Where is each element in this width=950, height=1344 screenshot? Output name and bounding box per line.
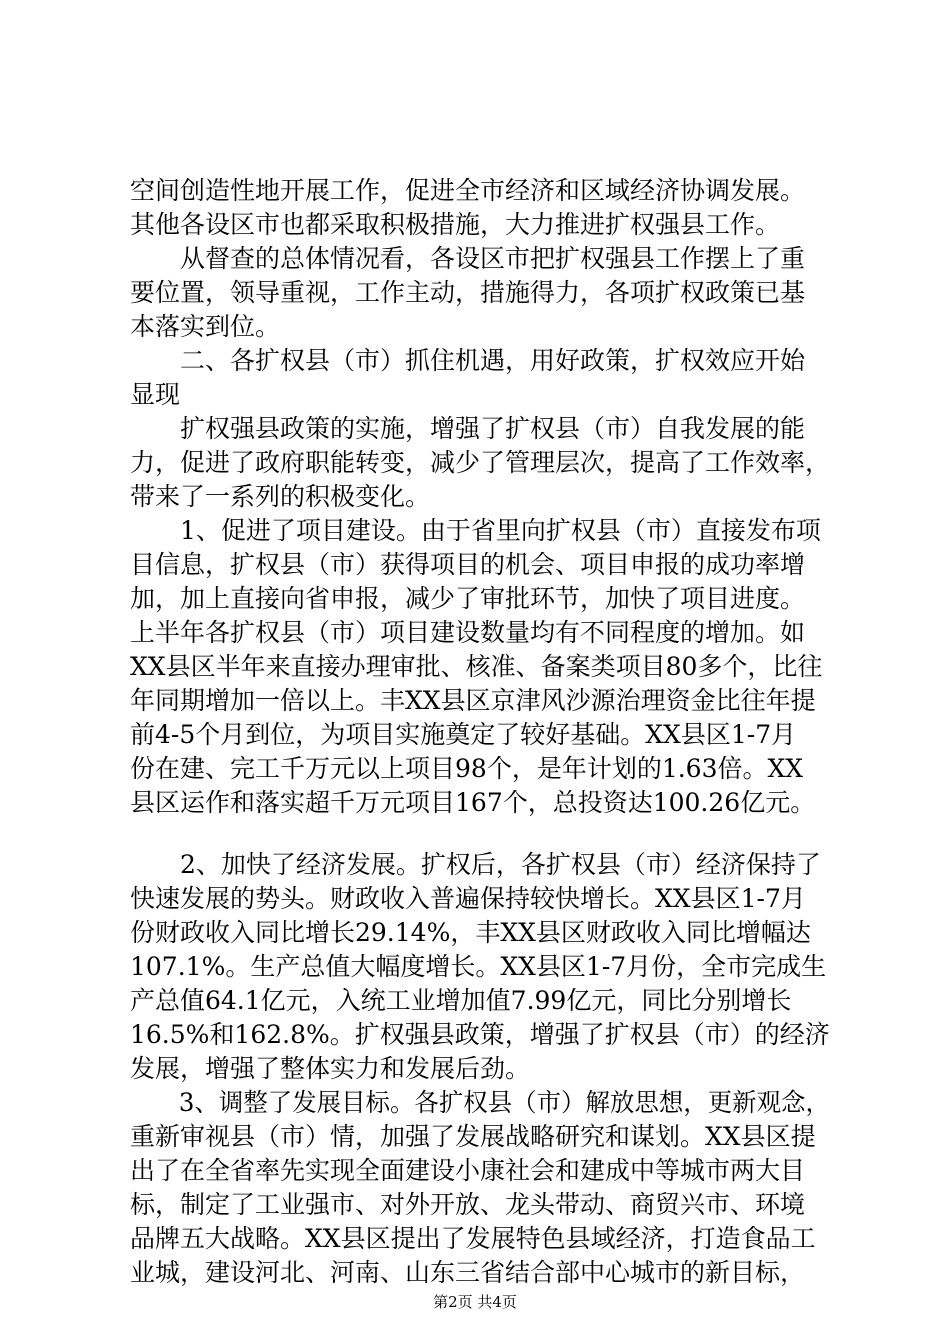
text-line: 目信息，扩权县（市）获得项目的机会、项目申报的成功率增 — [130, 550, 806, 579]
text-line: 1、促进了项目建设。由于省里向扩权县（市）直接发布项 — [130, 516, 821, 545]
section-heading-line: 二、各扩权县（市）抓住机遇，用好政策，扩权效应开始 — [130, 346, 806, 375]
text-line: 2、加快了经济发展。扩权后，各扩权县（市）经济保持了 — [130, 850, 821, 879]
text-line: 本落实到位。 — [130, 312, 281, 341]
text-line: 产总值64.1亿元，入统工业增加值7.99亿元，同比分别增长 — [130, 986, 792, 1015]
text-line: 重新审视县（市）情，加强了发展战略研究和谋划。XX县区提 — [130, 1122, 816, 1151]
text-line: 要位置，领导重视，工作主动，措施得力，各项扩权政策已基 — [130, 278, 806, 307]
section-heading-line: 显现 — [130, 380, 181, 409]
text-line: 其他各设区市也都采取积极措施，大力推进扩权强县工作。 — [130, 210, 781, 239]
text-line: 16.5%和162.8%。扩权强县政策，增强了扩权县（市）的经济 — [130, 1020, 830, 1049]
text-line: 快速发展的势头。财政收入普遍保持较快增长。XX县区1-7月 — [130, 884, 806, 913]
text-line: 107.1%。生产总值大幅度增长。XX县区1-7月份，全市完成生 — [130, 952, 827, 981]
text-line: XX县区半年来直接办理审批、核准、备案类项目80多个，比往 — [130, 652, 823, 681]
text-line: 从督查的总体情况看，各设区市把扩权强县工作摆上了重 — [130, 244, 806, 273]
text-line: 扩权强县政策的实施，增强了扩权县（市）自我发展的能 — [130, 414, 806, 443]
text-line: 加，加上直接向省申报，减少了审批环节，加快了项目进度。 — [130, 584, 806, 613]
text-line: 年同期增加一倍以上。丰XX县区京津风沙源治理资金比往年提 — [130, 686, 816, 715]
page-number-footer: 第2页 共4页 — [433, 1293, 517, 1311]
text-line: 出了在全省率先实现全面建设小康社会和建成中等城市两大目 — [130, 1156, 806, 1185]
text-line: 县区运作和落实超千万元项目167个，总投资达100.26亿元。 — [130, 788, 816, 817]
text-line: 业城，建设河北、河南、山东三省结合部中心城市的新目标， — [130, 1258, 806, 1287]
text-line: 带来了一系列的积极变化。 — [130, 482, 431, 511]
text-line: 份在建、完工千万元以上项目98个，是年计划的1.63倍。XX — [130, 754, 804, 783]
text-line: 标，制定了工业强市、对外开放、龙头带动、商贸兴市、环境 — [130, 1190, 806, 1219]
text-line: 上半年各扩权县（市）项目建设数量均有不同程度的增加。如 — [130, 618, 806, 647]
text-line: 发展，增强了整体实力和发展后劲。 — [130, 1054, 531, 1083]
text-line: 力，促进了政府职能转变，减少了管理层次，提高了工作效率， — [130, 448, 831, 477]
text-line: 份财政收入同比增长29.14%，丰XX县区财政收入同比增幅达 — [130, 918, 811, 947]
text-line: 3、调整了发展目标。各扩权县（市）解放思想，更新观念， — [130, 1088, 830, 1117]
text-line: 前4-5个月到位，为项目实施奠定了较好基础。XX县区1-7月 — [130, 720, 797, 749]
text-line: 品牌五大战略。XX县区提出了发展特色县域经济，打造食品工 — [130, 1224, 816, 1253]
text-line: 空间创造性地开展工作，促进全市经济和区域经济协调发展。 — [130, 176, 806, 205]
